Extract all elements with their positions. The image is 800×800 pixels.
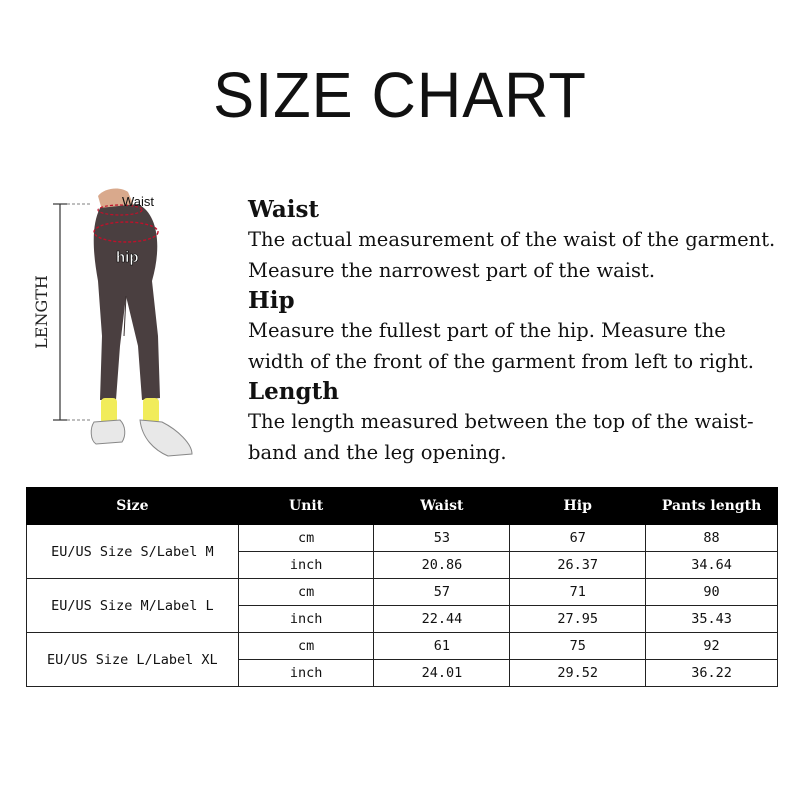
size-cell: EU/US Size S/Label M — [27, 525, 239, 579]
waist-description — [248, 195, 788, 286]
waist-cell: 20.86 — [374, 552, 510, 579]
waist-cell: 53 — [374, 525, 510, 552]
waist-line-1: The actual measurement of the waist of the garment. — [248, 228, 776, 251]
unit-cell: cm — [238, 579, 374, 606]
unit-cell: inch — [238, 606, 374, 633]
hip-figure-label: hip — [116, 249, 139, 266]
length-label: LENGTH — [32, 275, 51, 349]
length-heading: Length — [248, 378, 339, 405]
header-hip: Hip — [510, 488, 646, 525]
header-pants-length: Pants length — [646, 488, 778, 525]
size-table — [26, 487, 778, 687]
length-line-1: The length measured between the top of the waist- — [248, 410, 754, 433]
leggings-illustration — [30, 186, 210, 476]
hip-heading: Hip — [248, 287, 295, 314]
hip-line-1: Measure the fullest part of the hip. Measure the — [248, 319, 726, 342]
hip-description — [248, 286, 788, 377]
size-cell: EU/US Size M/Label L — [27, 579, 239, 633]
table-row — [27, 525, 778, 552]
unit-cell: inch — [238, 660, 374, 687]
length-cell: 35.43 — [646, 606, 778, 633]
table-header-row — [27, 488, 778, 525]
length-description — [248, 377, 788, 468]
measurement-descriptions — [248, 195, 788, 468]
leggings-figure — [30, 186, 210, 476]
header-waist: Waist — [374, 488, 510, 525]
right-shoe — [140, 420, 192, 456]
legging-shape — [94, 204, 160, 400]
unit-cell: inch — [238, 552, 374, 579]
waist-heading: Waist — [248, 196, 320, 223]
waist-figure-label: Waist — [122, 194, 155, 209]
unit-cell: cm — [238, 525, 374, 552]
table-row — [27, 579, 778, 606]
length-cell: 34.64 — [646, 552, 778, 579]
waist-line-2: Measure the narrowest part of the waist. — [248, 259, 656, 282]
hip-line-2: width of the front of the garment from left to right. — [248, 350, 754, 373]
waist-cell: 24.01 — [374, 660, 510, 687]
header-size: Size — [27, 488, 239, 525]
length-cell: 92 — [646, 633, 778, 660]
length-line-2: band and the leg opening. — [248, 441, 507, 464]
hip-cell: 26.37 — [510, 552, 646, 579]
waist-cell: 22.44 — [374, 606, 510, 633]
table-row — [27, 633, 778, 660]
hip-cell: 71 — [510, 579, 646, 606]
waist-cell: 57 — [374, 579, 510, 606]
hip-cell: 75 — [510, 633, 646, 660]
size-cell: EU/US Size L/Label XL — [27, 633, 239, 687]
length-cell: 88 — [646, 525, 778, 552]
header-unit: Unit — [238, 488, 374, 525]
unit-cell: cm — [238, 633, 374, 660]
length-cell: 36.22 — [646, 660, 778, 687]
left-shoe — [91, 420, 125, 444]
page-title: SIZE CHART — [213, 59, 587, 131]
hip-cell: 67 — [510, 525, 646, 552]
hip-cell: 27.95 — [510, 606, 646, 633]
length-cell: 90 — [646, 579, 778, 606]
hip-cell: 29.52 — [510, 660, 646, 687]
waist-cell: 61 — [374, 633, 510, 660]
